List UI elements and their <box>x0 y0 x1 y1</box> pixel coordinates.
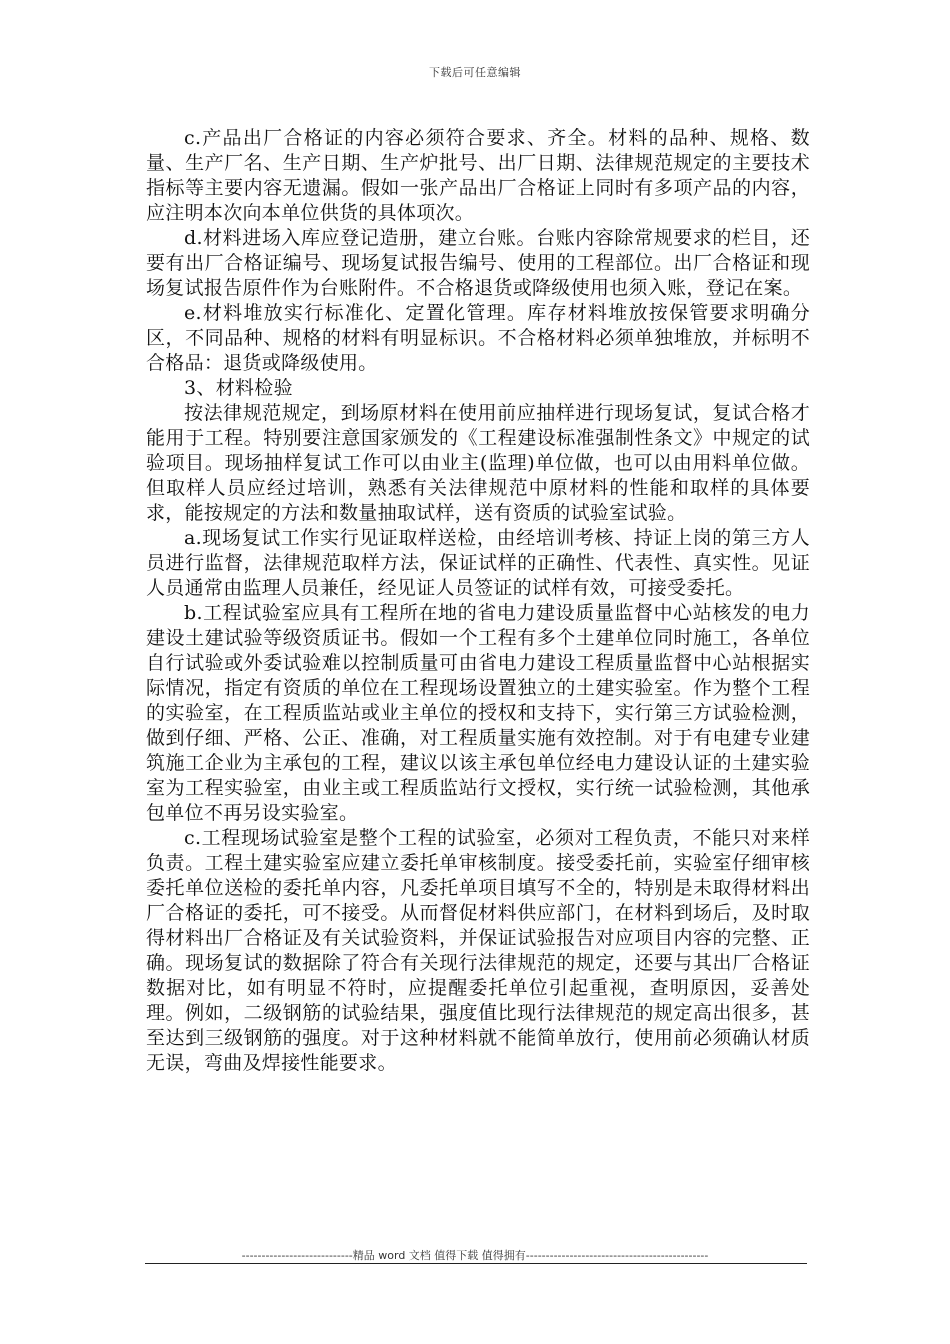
paragraph-c-site-lab: c.工程现场试验室是整个工程的试验室，必须对工程负责，不能只对来样负责。工程土建实验室应建立委托单审核制度。接受委托前，实验室仔细审核委托单位送检的委托单内容，凡委托单项目填写不全的，特别是未取得材料出厂合格证的委托，可不接受。从而督促材料供应部门，在材料到场后，及时取得材料出厂合格证及有关试验资料，并保证试验报告对应项目内容的完整、正确。现场复试的数据除了符合有关现行法律规范的规定，还要与其出厂合格证数据对比，如有明显不符时，应提醒委托单位引起重视，查明原因，妥善处理。例如，二级钢筋的试验结果，强度值比现行法律规范的规定高出很多，甚至达到三级钢筋的强度。对于这种材料就不能简单放行，使用前必须确认材质无误，弯曲及焊接性能要求。 <box>146 827 810 1074</box>
footer-divider <box>145 1263 807 1264</box>
section-heading-material-inspection: 3、材料检验 <box>184 377 293 399</box>
page-footer: ----------------------------精品 word 文档 值得下载 值得拥有---------------------------------------------- <box>241 1249 709 1262</box>
paragraph-inspection-intro: 按法律规范规定，到场原材料在使用前应抽样进行现场复试，复试合格才能用于工程。特别要注意国家颁发的《工程建设标准强制性条文》中规定的试验项目。现场抽样复试工作可以由业主(监理)单位做，也可以由用料单位做。但取样人员应经过培训，熟悉有关法律规范中原材料的性能和取样的具体要求，能按规定的方法和数量抽取试样，送有资质的试验室试验。 <box>146 402 810 524</box>
paragraph-d-ledger: d.材料进场入库应登记造册，建立台账。台账内容除常规要求的栏目，还要有出厂合格证编号、现场复试报告编号、使用的工程部位。出厂合格证和现场复试报告原件作为台账附件。不合格退货或降级使用也须入账，登记在案。 <box>146 227 810 299</box>
paragraph-c-certificate: c.产品出厂合格证的内容必须符合要求、齐全。材料的品种、规格、数量、生产厂名、生产日期、生产炉批号、出厂日期、法律规范规定的主要技术指标等主要内容无遗漏。假如一张产品出厂合格证上同时有多项产品的内容，应注明本次向本单位供货的具体项次。 <box>146 127 810 224</box>
paragraph-e-storage: e.材料堆放实行标准化、定置化管理。库存材料堆放按保管要求明确分区，不同品种、规格的材料有明显标识。不合格材料必须单独堆放，并标明不合格品：退货或降级使用。 <box>146 302 810 374</box>
paragraph-a-witness-sampling: a.现场复试工作实行见证取样送检，由经培训考核、持证上岗的第三方人员进行监督，法律规范取样方法，保证试样的正确性、代表性、真实性。见证人员通常由监理人员兼任，经见证人员签证的试样有效，可接受委托。 <box>146 527 810 599</box>
document-body <box>146 126 810 1076</box>
page-header: 下载后可任意编辑 <box>429 66 521 79</box>
paragraph-b-test-lab: b.工程试验室应具有工程所在地的省电力建设质量监督中心站核发的电力建设土建试验等级资质证书。假如一个工程有多个土建单位同时施工，各单位自行试验或外委试验难以控制质量可由省电力建设工程质量监督中心站根据实际情况，指定有资质的单位在工程现场设置独立的土建实验室。作为整个工程的实验室，在工程质监站或业主单位的授权和支持下，实行第三方试验检测，做到仔细、严格、公正、准确，对工程质量实施有效控制。对于有电建专业建筑施工企业为主承包的工程，建议以该主承包单位经电力建设认证的土建实验室为工程实验室，由业主或工程质监站行文授权，实行统一试验检测，其他承包单位不再另设实验室。 <box>146 602 810 824</box>
